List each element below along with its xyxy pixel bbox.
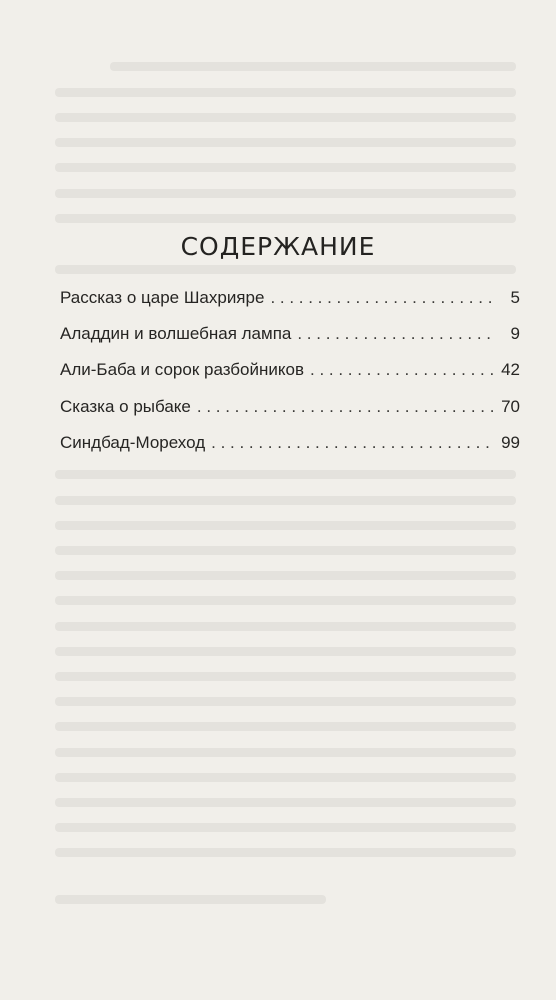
bleed-line [55,189,516,198]
bleed-line [55,546,516,555]
toc-entry [60,324,520,360]
bleed-line [110,62,516,71]
toc-leader-dots [270,288,494,308]
bleed-line [55,113,516,122]
bleed-line [55,596,516,605]
toc-entry-page: 99 [501,432,520,452]
bleed-line [55,848,516,857]
bleed-line [55,163,516,172]
toc-leader-dots [297,324,494,344]
bleed-line [55,622,516,631]
toc-entry [60,360,520,396]
toc-entry-title: Сказка о рыбаке [60,396,191,416]
toc-entry [60,288,520,324]
bleed-line [55,521,516,530]
toc-entry-page: 9 [510,324,520,344]
bleed-line [55,895,326,904]
bleed-line [55,697,516,706]
table-of-contents [60,288,520,469]
toc-entry-title: Синдбад-Мореход [60,432,206,452]
bleed-line [55,798,516,807]
bleed-line [55,672,516,681]
bleed-line [55,138,516,147]
bleed-line [55,722,516,731]
bleed-line [55,88,516,97]
toc-entry-page: 42 [501,360,520,380]
bleed-line [55,214,516,223]
toc-entry [60,433,520,469]
bleed-line [55,748,516,757]
bleed-line [55,773,516,782]
toc-entry-page: 70 [501,396,520,416]
bleed-line [55,496,516,505]
toc-entry-title: Рассказ о царе Шахрияре [60,288,265,307]
toc-entry-page: 5 [510,288,520,307]
toc-leader-dots [211,433,494,453]
page-title: СОДЕРЖАНИЕ [180,232,376,261]
toc-entry [60,397,520,433]
bleed-line [55,571,516,580]
toc-leader-dots [197,397,494,417]
toc-leader-dots [310,360,494,380]
bleed-line [55,265,516,274]
toc-entry-title: Али-Баба и сорок разбойников [60,360,304,380]
toc-entry-title: Аладдин и волшебная лампа [60,324,292,344]
bleed-line [55,470,516,479]
bleed-line [55,823,516,832]
bleed-line [55,647,516,656]
